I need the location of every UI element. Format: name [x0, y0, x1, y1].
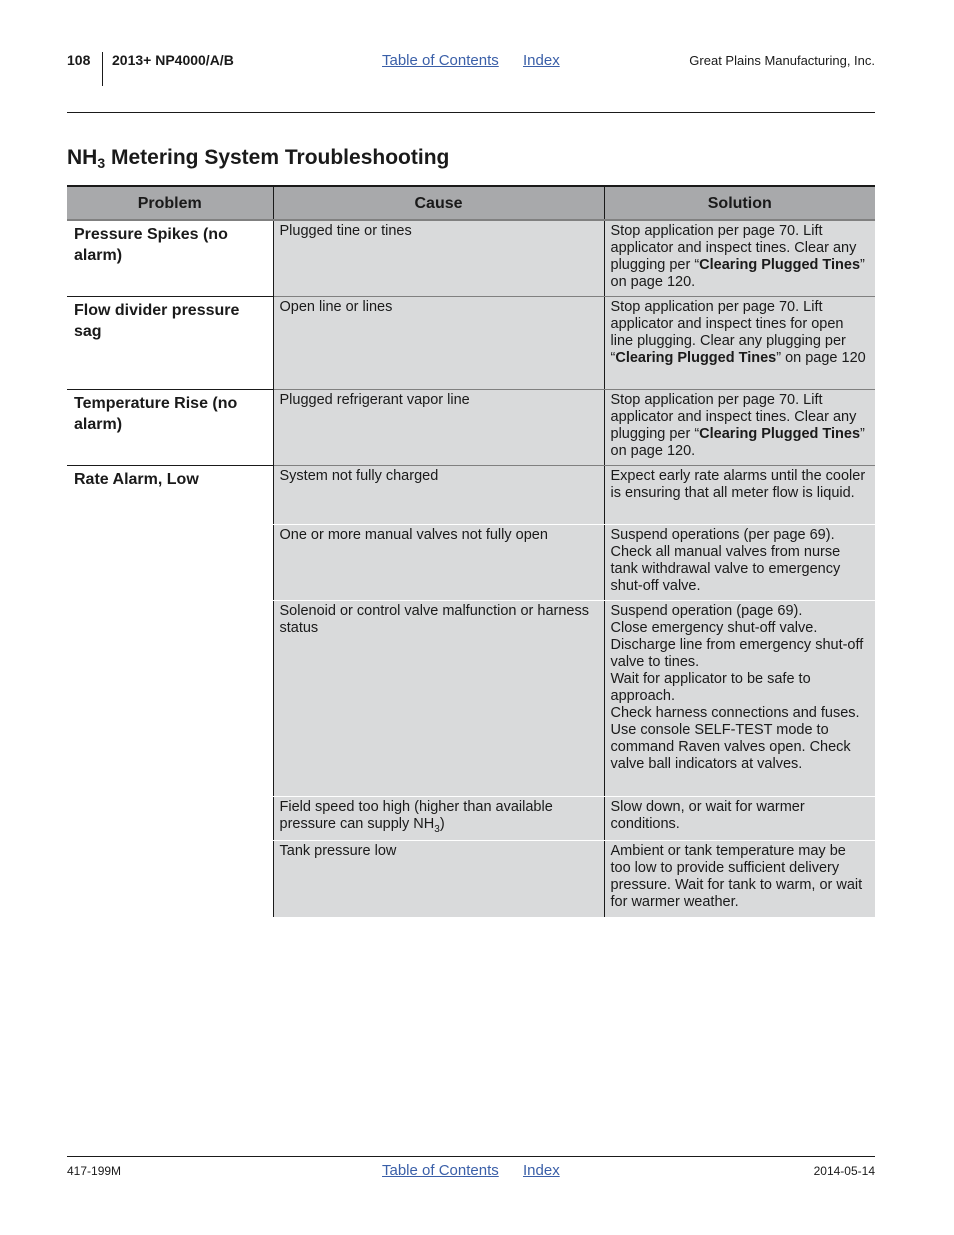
- document-number: 417-199M: [67, 1164, 122, 1178]
- table-row: [67, 465, 875, 524]
- cause-cell: Open line or lines: [273, 296, 604, 389]
- table-row: [67, 220, 875, 296]
- column-header-cause: Cause: [273, 186, 604, 220]
- problem-cell: Flow divider pressure sag: [67, 296, 273, 389]
- table-row: [67, 389, 875, 465]
- header-divider: [102, 52, 103, 86]
- problem-cell: Temperature Rise (no alarm): [67, 389, 273, 465]
- column-header-solution: Solution: [604, 186, 875, 220]
- solution-cell: Ambient or tank temperature may be too low to provide sufficient delivery pressure. Wait for tank to warm, or wait for warmer weather.: [604, 841, 875, 917]
- solution-cell: Expect early rate alarms until the cooler is ensuring that all meter flow is liquid.: [604, 465, 875, 524]
- model-name: 2013+ NP4000/A/B: [112, 52, 234, 68]
- cause-cell: One or more manual valves not fully open: [273, 524, 604, 600]
- solution-cell: Stop application per page 70. Lift applicator and inspect tines for open line plugging. Clear any plugging per “Clearing Plugged Tines” on page 120: [604, 296, 875, 389]
- table-row: [67, 296, 875, 389]
- problem-cell: Rate Alarm, Low: [67, 465, 273, 917]
- toc-link-footer[interactable]: Table of Contents: [382, 1162, 499, 1179]
- header-rule: [67, 112, 875, 113]
- company-name: Great Plains Manufacturing, Inc.: [689, 53, 875, 68]
- problem-cell: Pressure Spikes (no alarm): [67, 220, 273, 296]
- cause-cell: Plugged tine or tines: [273, 220, 604, 296]
- cause-cell: Solenoid or control valve malfunction or harness status: [273, 600, 604, 796]
- solution-cell: Stop application per page 70. Lift applicator and inspect tines. Clear any plugging per “Clearing Plugged Tines” on page 120.: [604, 389, 875, 465]
- cause-cell: System not fully charged: [273, 465, 604, 524]
- table-header-row: [67, 186, 875, 220]
- column-header-problem: Problem: [67, 186, 273, 220]
- troubleshooting-table: [67, 185, 875, 917]
- publication-date: 2014-05-14: [813, 1164, 875, 1178]
- page-number: 108: [67, 52, 91, 68]
- solution-cell: Stop application per page 70. Lift applicator and inspect tines. Clear any plugging per “Clearing Plugged Tines” on page 120.: [604, 220, 875, 296]
- footer-rule: [67, 1156, 875, 1157]
- cause-cell: Field speed too high (higher than available pressure can supply $NH_3$): [273, 796, 604, 841]
- page-title: $NH_3$ Metering System Troubleshooting: [67, 146, 450, 171]
- toc-link-header[interactable]: Table of Contents: [382, 52, 499, 69]
- solution-cell: Suspend operations (per page 69). Check all manual valves from nurse tank withdrawal valve to emergency shut-off valve.: [604, 524, 875, 600]
- solution-cell: Slow down, or wait for warmer conditions.: [604, 796, 875, 841]
- index-link-header[interactable]: Index: [523, 52, 560, 69]
- index-link-footer[interactable]: Index: [523, 1162, 560, 1179]
- solution-cell: Suspend operation (page 69). Close emergency shut-off valve. Discharge line from emergency shut-off valve to tines. Wait for applicator to be safe to approach. Check harness connections and fuses. Use console SELF-TEST mode to command Raven valves open. Check valve ball indicators at valves.: [604, 600, 875, 796]
- cause-cell: Tank pressure low: [273, 841, 604, 917]
- cause-cell: Plugged refrigerant vapor line: [273, 389, 604, 465]
